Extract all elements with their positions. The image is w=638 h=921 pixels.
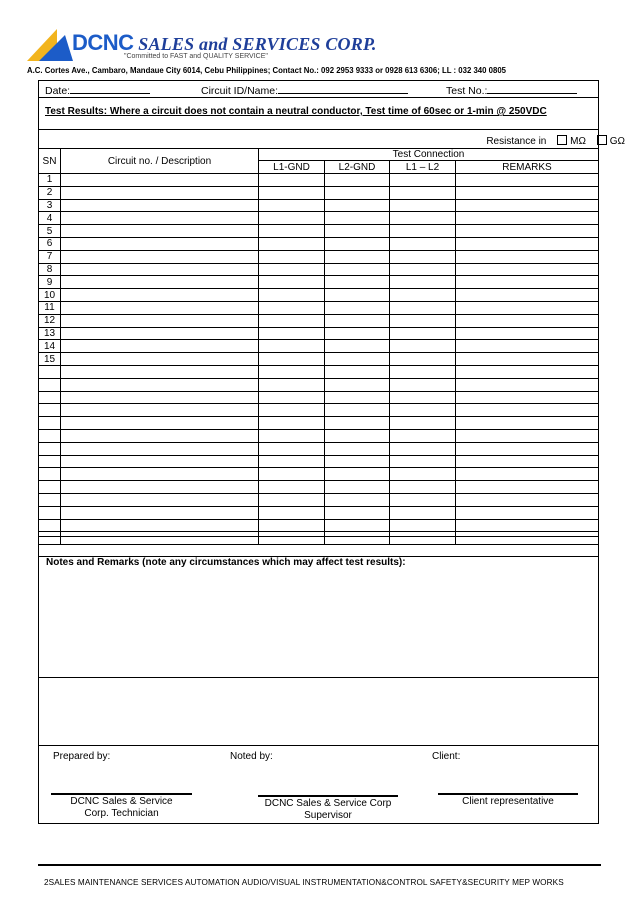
- date-blank[interactable]: [70, 83, 150, 94]
- date-field[interactable]: [45, 83, 150, 97]
- circuit-id-field[interactable]: [201, 83, 408, 97]
- l1-l2-cell[interactable]: [390, 404, 456, 417]
- table-header-row: [39, 149, 599, 161]
- l2-gnd-cell[interactable]: [325, 263, 390, 276]
- noted-signature-line[interactable]: [258, 795, 398, 797]
- l1-l2-cell[interactable]: [390, 276, 456, 289]
- l1-l2-cell[interactable]: [390, 225, 456, 238]
- l1-l2-cell[interactable]: [390, 289, 456, 302]
- l1-l2-cell[interactable]: [390, 481, 456, 494]
- l2-gnd-cell[interactable]: [325, 365, 390, 378]
- sn-cell: [39, 417, 61, 430]
- circuit-cell[interactable]: [61, 404, 259, 417]
- l1-l2-cell[interactable]: [390, 237, 456, 250]
- l2-gnd-cell[interactable]: [325, 493, 390, 506]
- l1-gnd-cell[interactable]: [259, 429, 325, 442]
- l1-gnd-cell[interactable]: [259, 276, 325, 289]
- l1-gnd-cell[interactable]: [259, 212, 325, 225]
- l1-l2-header: L1 – L2: [390, 161, 456, 174]
- prepared-title-line-1: DCNC Sales & Service: [70, 796, 173, 807]
- circuit-id-blank[interactable]: [278, 83, 408, 94]
- l2-gnd-cell[interactable]: [325, 429, 390, 442]
- noted-title-line-1: DCNC Sales & Service Corp: [264, 798, 392, 809]
- company-address: A.C. Cortes Ave., Cambaro, Mandaue City 6014, Cebu Philippines; Contact No.: 092 2953 9333 or 0928 613 6306; LL : 032 340 0805: [27, 66, 506, 75]
- l2-gnd-cell[interactable]: [325, 481, 390, 494]
- l2-gnd-cell[interactable]: [325, 353, 390, 366]
- l1-l2-cell[interactable]: [390, 391, 456, 404]
- test-no-label: Test No.:: [446, 85, 488, 97]
- remarks-cell[interactable]: [456, 301, 599, 314]
- remarks-cell[interactable]: [456, 429, 599, 442]
- circuit-cell[interactable]: [61, 327, 259, 340]
- l2-gnd-cell[interactable]: [325, 391, 390, 404]
- divider: [38, 97, 599, 98]
- l1-l2-cell[interactable]: [390, 455, 456, 468]
- remarks-cell[interactable]: [456, 404, 599, 417]
- prepared-title-line-2: Corp. Technician: [84, 808, 159, 819]
- sn-cell: [39, 519, 61, 532]
- table-row: [39, 212, 599, 225]
- table-row: [39, 250, 599, 263]
- table-row: [39, 174, 599, 187]
- resistance-unit-selector: [486, 135, 625, 147]
- remarks-cell[interactable]: [456, 225, 599, 238]
- l1-l2-cell[interactable]: [390, 263, 456, 276]
- circuit-cell[interactable]: [61, 365, 259, 378]
- l1-gnd-cell[interactable]: [259, 404, 325, 417]
- footer-services: 2SALES MAINTENANCE SERVICES AUTOMATION AUDIO/VISUAL INSTRUMENTATION&CONTROL SAFETY&SECURITY MEP WORKS: [44, 878, 564, 887]
- remarks-cell[interactable]: [456, 391, 599, 404]
- sn-cell: 2: [39, 186, 61, 199]
- l1-gnd-cell[interactable]: [259, 327, 325, 340]
- footer-rule: [38, 864, 601, 866]
- l1-gnd-cell[interactable]: [259, 506, 325, 519]
- circuit-cell[interactable]: [61, 455, 259, 468]
- l1-gnd-cell[interactable]: [259, 378, 325, 391]
- sn-cell: 10: [39, 289, 61, 302]
- gohm-label: GΩ: [609, 136, 625, 147]
- l1-l2-cell[interactable]: [390, 250, 456, 263]
- l2-gnd-cell[interactable]: [325, 455, 390, 468]
- remarks-cell[interactable]: [456, 353, 599, 366]
- test-no-blank[interactable]: [487, 83, 577, 94]
- l2-gnd-cell[interactable]: [325, 442, 390, 455]
- sn-cell: [39, 455, 61, 468]
- sn-cell: [39, 468, 61, 481]
- l1-gnd-cell[interactable]: [259, 455, 325, 468]
- client-label: Client:: [432, 751, 461, 762]
- sn-cell: [39, 365, 61, 378]
- client-title: [438, 796, 578, 808]
- sn-cell: [39, 429, 61, 442]
- table-row: [39, 481, 599, 494]
- remarks-cell[interactable]: [456, 276, 599, 289]
- circuit-cell[interactable]: [61, 289, 259, 302]
- l2-gnd-cell[interactable]: [325, 340, 390, 353]
- remarks-cell[interactable]: [456, 314, 599, 327]
- l1-gnd-cell[interactable]: [259, 442, 325, 455]
- sn-cell: 11: [39, 301, 61, 314]
- l1-l2-cell[interactable]: [390, 212, 456, 225]
- l1-l2-cell[interactable]: [390, 327, 456, 340]
- mohm-label: MΩ: [570, 136, 586, 147]
- l1-l2-cell[interactable]: [390, 493, 456, 506]
- circuit-cell[interactable]: [61, 250, 259, 263]
- sn-cell: 6: [39, 237, 61, 250]
- remarks-cell[interactable]: [456, 455, 599, 468]
- l2-gnd-cell[interactable]: [325, 532, 390, 545]
- table-row: [39, 186, 599, 199]
- sn-cell: 12: [39, 314, 61, 327]
- l1-gnd-cell[interactable]: [259, 365, 325, 378]
- circuit-cell[interactable]: [61, 225, 259, 238]
- sn-cell: 15: [39, 353, 61, 366]
- l2-gnd-cell[interactable]: [325, 174, 390, 187]
- notes-area[interactable]: [44, 572, 592, 672]
- company-logo-text: DCNC: [72, 30, 134, 55]
- remarks-cell[interactable]: [456, 493, 599, 506]
- l1-gnd-cell[interactable]: [259, 391, 325, 404]
- table-row: [39, 468, 599, 481]
- l1-gnd-cell[interactable]: [259, 237, 325, 250]
- l1-l2-cell[interactable]: [390, 174, 456, 187]
- company-name-rest: SALES and SERVICES CORP.: [138, 34, 377, 54]
- l2-gnd-cell[interactable]: [325, 519, 390, 532]
- remarks-cell[interactable]: [456, 199, 599, 212]
- circuit-cell[interactable]: [61, 417, 259, 430]
- l2-gnd-cell[interactable]: [325, 404, 390, 417]
- l2-gnd-cell[interactable]: [325, 314, 390, 327]
- divider: [38, 745, 599, 746]
- table-row: [39, 417, 599, 430]
- remarks-cell[interactable]: [456, 417, 599, 430]
- table-row: [39, 199, 599, 212]
- circuit-cell[interactable]: [61, 442, 259, 455]
- l1-gnd-cell[interactable]: [259, 468, 325, 481]
- company-logo-icon: [27, 27, 73, 61]
- remarks-cell[interactable]: [456, 378, 599, 391]
- circuit-cell[interactable]: [61, 391, 259, 404]
- l1-l2-cell[interactable]: [390, 532, 456, 545]
- sn-header: SN: [39, 149, 61, 174]
- remarks-cell[interactable]: [456, 340, 599, 353]
- test-no-field[interactable]: [446, 83, 577, 97]
- prepared-by-label: Prepared by:: [53, 751, 111, 762]
- l1-gnd-cell[interactable]: [259, 250, 325, 263]
- circuit-cell[interactable]: [61, 174, 259, 187]
- sn-cell: [39, 391, 61, 404]
- table-row: [39, 442, 599, 455]
- remarks-cell[interactable]: [456, 365, 599, 378]
- notes-label: Notes and Remarks (note any circumstances which may affect test results):: [46, 557, 406, 568]
- table-row: [39, 237, 599, 250]
- l1-l2-cell[interactable]: [390, 301, 456, 314]
- l2-gnd-cell[interactable]: [325, 301, 390, 314]
- noted-by-title: [250, 798, 406, 822]
- gohm-checkbox[interactable]: [597, 135, 607, 145]
- remarks-cell[interactable]: [456, 174, 599, 187]
- l1-gnd-cell[interactable]: [259, 225, 325, 238]
- l1-gnd-cell[interactable]: [259, 493, 325, 506]
- sn-cell: [39, 506, 61, 519]
- table-row: [39, 301, 599, 314]
- l1-gnd-cell[interactable]: [259, 353, 325, 366]
- circuit-cell[interactable]: [61, 506, 259, 519]
- circuit-id-label: Circuit ID/Name:: [201, 85, 279, 97]
- l2-gnd-cell[interactable]: [325, 186, 390, 199]
- l2-gnd-cell[interactable]: [325, 506, 390, 519]
- remarks-cell[interactable]: [456, 532, 599, 545]
- remarks-header: REMARKS: [456, 161, 599, 174]
- l1-gnd-cell[interactable]: [259, 481, 325, 494]
- l2-gnd-header: L2-GND: [325, 161, 390, 174]
- table-row: [39, 314, 599, 327]
- sn-cell: 3: [39, 199, 61, 212]
- l1-l2-cell[interactable]: [390, 353, 456, 366]
- l2-gnd-cell[interactable]: [325, 212, 390, 225]
- l1-gnd-cell[interactable]: [259, 186, 325, 199]
- resistance-label: Resistance in: [486, 136, 547, 147]
- remarks-cell[interactable]: [456, 250, 599, 263]
- l1-l2-cell[interactable]: [390, 506, 456, 519]
- l1-l2-cell[interactable]: [390, 417, 456, 430]
- l1-gnd-cell[interactable]: [259, 532, 325, 545]
- circuit-cell[interactable]: [61, 532, 259, 545]
- table-row: [39, 506, 599, 519]
- remarks-cell[interactable]: [456, 481, 599, 494]
- remarks-cell[interactable]: [456, 506, 599, 519]
- l1-l2-cell[interactable]: [390, 468, 456, 481]
- prepared-by-title: [51, 796, 192, 820]
- divider: [38, 536, 599, 537]
- table-row: [39, 225, 599, 238]
- l2-gnd-cell[interactable]: [325, 276, 390, 289]
- table-row: [39, 353, 599, 366]
- l1-l2-cell[interactable]: [390, 429, 456, 442]
- circuit-cell[interactable]: [61, 493, 259, 506]
- l1-gnd-cell[interactable]: [259, 417, 325, 430]
- l2-gnd-cell[interactable]: [325, 199, 390, 212]
- l2-gnd-cell[interactable]: [325, 417, 390, 430]
- l1-l2-cell[interactable]: [390, 340, 456, 353]
- table-row: [39, 404, 599, 417]
- circuit-header: Circuit no. / Description: [61, 149, 259, 174]
- remarks-cell[interactable]: [456, 289, 599, 302]
- circuit-cell[interactable]: [61, 301, 259, 314]
- l1-gnd-cell[interactable]: [259, 519, 325, 532]
- l2-gnd-cell[interactable]: [325, 289, 390, 302]
- test-results-table: [38, 148, 599, 545]
- sn-cell: 14: [39, 340, 61, 353]
- mohm-checkbox[interactable]: [557, 135, 567, 145]
- sn-cell: [39, 378, 61, 391]
- l1-gnd-cell[interactable]: [259, 289, 325, 302]
- table-row: [39, 391, 599, 404]
- remarks-cell[interactable]: [456, 519, 599, 532]
- circuit-cell[interactable]: [61, 314, 259, 327]
- date-label: Date:: [45, 85, 71, 97]
- circuit-cell[interactable]: [61, 199, 259, 212]
- remarks-cell[interactable]: [456, 263, 599, 276]
- test-results-heading: Test Results: Where a circuit does not contain a neutral conductor, Test time of 60sec or 1-min @ 250VDC: [45, 106, 547, 117]
- table-row: [39, 276, 599, 289]
- remarks-cell[interactable]: [456, 237, 599, 250]
- divider: [38, 129, 599, 130]
- sn-cell: [39, 493, 61, 506]
- l1-gnd-cell[interactable]: [259, 263, 325, 276]
- sn-cell: [39, 481, 61, 494]
- table-row: [39, 327, 599, 340]
- circuit-cell[interactable]: [61, 276, 259, 289]
- l1-gnd-cell[interactable]: [259, 199, 325, 212]
- table-row: [39, 340, 599, 353]
- table-row: [39, 289, 599, 302]
- l2-gnd-cell[interactable]: [325, 237, 390, 250]
- noted-by-label: Noted by:: [230, 751, 273, 762]
- circuit-cell[interactable]: [61, 481, 259, 494]
- l1-l2-cell[interactable]: [390, 199, 456, 212]
- sn-cell: [39, 404, 61, 417]
- table-row: [39, 532, 599, 545]
- remarks-cell[interactable]: [456, 468, 599, 481]
- table-row: [39, 263, 599, 276]
- l1-gnd-cell[interactable]: [259, 314, 325, 327]
- sn-cell: 1: [39, 174, 61, 187]
- l2-gnd-cell[interactable]: [325, 378, 390, 391]
- sn-cell: [39, 442, 61, 455]
- divider: [38, 677, 599, 678]
- circuit-cell[interactable]: [61, 378, 259, 391]
- test-connection-header: Test Connection: [259, 149, 599, 161]
- l1-l2-cell[interactable]: [390, 365, 456, 378]
- table-row: [39, 455, 599, 468]
- sn-cell: 13: [39, 327, 61, 340]
- l1-l2-cell[interactable]: [390, 442, 456, 455]
- circuit-cell[interactable]: [61, 237, 259, 250]
- l2-gnd-cell[interactable]: [325, 250, 390, 263]
- l1-l2-cell[interactable]: [390, 186, 456, 199]
- circuit-cell[interactable]: [61, 519, 259, 532]
- noted-title-line-2: Supervisor: [304, 810, 352, 821]
- circuit-cell[interactable]: [61, 212, 259, 225]
- circuit-cell[interactable]: [61, 186, 259, 199]
- circuit-cell[interactable]: [61, 429, 259, 442]
- l1-l2-cell[interactable]: [390, 378, 456, 391]
- sn-cell: 4: [39, 212, 61, 225]
- company-tagline: "Committed to FAST and QUALITY SERVICE": [124, 53, 268, 60]
- l1-l2-cell[interactable]: [390, 314, 456, 327]
- circuit-cell[interactable]: [61, 468, 259, 481]
- client-title-line: Client representative: [462, 796, 554, 807]
- circuit-cell[interactable]: [61, 263, 259, 276]
- sn-cell: 7: [39, 250, 61, 263]
- circuit-cell[interactable]: [61, 340, 259, 353]
- l1-gnd-cell[interactable]: [259, 174, 325, 187]
- sn-cell: 5: [39, 225, 61, 238]
- l1-gnd-cell[interactable]: [259, 301, 325, 314]
- sn-cell: 9: [39, 276, 61, 289]
- remarks-cell[interactable]: [456, 442, 599, 455]
- table-row: [39, 519, 599, 532]
- table-row: [39, 365, 599, 378]
- l1-l2-cell[interactable]: [390, 519, 456, 532]
- l1-gnd-cell[interactable]: [259, 340, 325, 353]
- circuit-cell[interactable]: [61, 353, 259, 366]
- prepared-signature-line[interactable]: [51, 793, 192, 795]
- l2-gnd-cell[interactable]: [325, 468, 390, 481]
- table-row: [39, 378, 599, 391]
- l2-gnd-cell[interactable]: [325, 327, 390, 340]
- remarks-cell[interactable]: [456, 212, 599, 225]
- remarks-cell[interactable]: [456, 186, 599, 199]
- table-row: [39, 429, 599, 442]
- l1-gnd-header: L1-GND: [259, 161, 325, 174]
- sn-cell: [39, 532, 61, 545]
- client-signature-line[interactable]: [438, 793, 578, 795]
- l2-gnd-cell[interactable]: [325, 225, 390, 238]
- remarks-cell[interactable]: [456, 327, 599, 340]
- sn-cell: 8: [39, 263, 61, 276]
- table-row: [39, 493, 599, 506]
